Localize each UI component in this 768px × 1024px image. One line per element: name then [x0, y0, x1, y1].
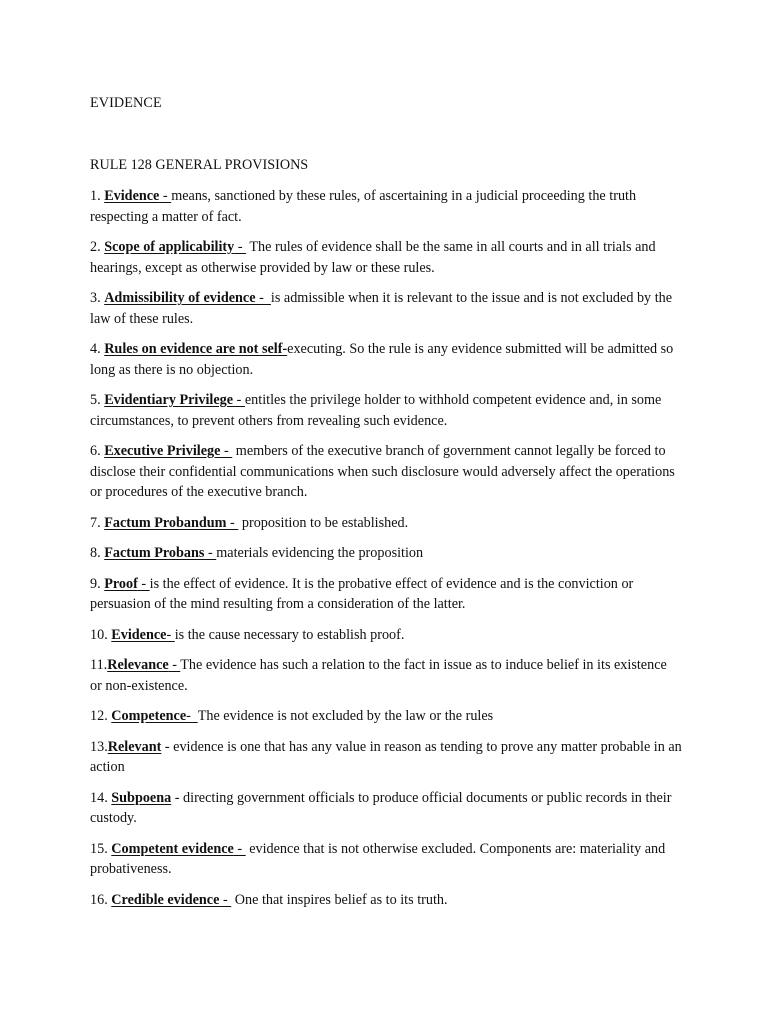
provision-term: Factum Probandum	[104, 514, 227, 531]
provision-text: One that inspires belief as to its truth.	[231, 891, 448, 908]
provision-number: 11.	[90, 657, 108, 673]
provision-number: 5.	[90, 392, 105, 408]
provision-item	[90, 706, 682, 727]
provision-number: 1.	[90, 188, 105, 204]
provision-separator: -	[166, 626, 175, 643]
provision-text: - evidence is one that has any value in reason as tending to prove any matter probable in an action	[90, 738, 682, 775]
provision-text: evidence that is not otherwise excluded. Components are: materiality and probativeness.	[90, 840, 666, 877]
provision-term: Credible evidence	[111, 891, 220, 908]
provision-text: is admissible when it is relevant to the issue and is not excluded by the law of these rules.	[90, 290, 673, 327]
provision-term: Subpoena	[111, 789, 172, 806]
provision-item	[90, 441, 682, 503]
provision-text: proposition to be established.	[238, 514, 409, 531]
provision-term: Relevant	[107, 738, 162, 755]
provision-item	[90, 839, 682, 880]
provision-separator: -	[233, 392, 245, 408]
provision-term: Evidence	[111, 626, 167, 643]
provision-term: Relevance	[107, 657, 169, 673]
provision-item	[90, 339, 682, 380]
provision-separator: -	[219, 891, 232, 908]
provision-item	[90, 655, 682, 696]
provision-number: 15.	[90, 840, 112, 857]
provision-term: Executive Privilege	[104, 443, 221, 459]
provision-item	[90, 237, 682, 278]
provision-separator: -	[168, 657, 181, 673]
provision-number: 10.	[90, 626, 112, 643]
provision-text: is the effect of evidence. It is the probative effect of evidence and is the conviction or persuasion of the mind resulting from a consideration of the latter.	[90, 575, 634, 612]
provision-item	[90, 186, 682, 227]
provision-text: members of the executive branch of government cannot legally be forced to disclose their confidential communications when such disclosure would adversely affect the operations or procedures of the executive branch.	[90, 443, 675, 500]
provision-text: The evidence is not excluded by the law or the rules	[197, 708, 494, 724]
provision-separator: -	[137, 575, 150, 592]
provision-separator: -	[233, 840, 246, 857]
provisions-list	[90, 186, 682, 910]
provision-separator: -	[159, 188, 172, 204]
provision-term: Competent evidence	[111, 840, 234, 857]
provision-text: The evidence has such a relation to the fact in issue as to induce belief in its existence or non-existence.	[90, 657, 667, 694]
provision-item	[90, 625, 682, 646]
provision-number: 2.	[90, 239, 105, 255]
provision-item	[90, 288, 682, 329]
provision-separator: -	[220, 443, 233, 459]
provision-text: The rules of evidence shall be the same in all courts and in all trials and hearings, except as otherwise provided by law or these rules.	[90, 239, 656, 276]
provision-item	[90, 574, 682, 615]
provision-number: 14.	[90, 789, 112, 806]
provision-item	[90, 513, 682, 534]
provision-separator: -	[204, 545, 217, 561]
provision-term: Competence	[111, 708, 187, 724]
provision-number: 12.	[90, 708, 112, 724]
provision-separator: -	[234, 239, 247, 255]
provision-text: executing. So the rule is any evidence submitted will be admitted so long as there is no objection.	[90, 341, 674, 378]
document-page	[90, 93, 682, 920]
provision-separator: -	[226, 514, 239, 531]
provision-term: Admissibility of evidence	[104, 290, 256, 306]
provision-number: 4.	[90, 341, 105, 357]
provision-item	[90, 890, 682, 911]
provision-item	[90, 390, 682, 431]
provision-item	[90, 737, 682, 778]
provision-number: 9.	[90, 575, 105, 592]
provision-number: 7.	[90, 514, 105, 531]
provision-separator: -	[186, 708, 198, 724]
provision-text: means, sanctioned by these rules, of ascertaining in a judicial proceeding the truth respecting a matter of fact.	[90, 188, 637, 225]
provision-term: Factum Probans	[104, 545, 205, 561]
provision-item	[90, 788, 682, 829]
section-title: RULE 128 GENERAL PROVISIONS	[90, 156, 309, 173]
document-title: EVIDENCE	[90, 95, 162, 111]
provision-text: materials evidencing the proposition	[216, 545, 424, 561]
provision-term: Scope of applicability	[104, 239, 235, 255]
provision-item	[90, 543, 682, 564]
provision-number: 13.	[90, 738, 108, 755]
provision-term: Rules on evidence are not self-	[104, 341, 288, 357]
provision-text: is the cause necessary to establish proof.	[174, 626, 405, 643]
provision-number: 8.	[90, 545, 105, 561]
provision-separator: -	[255, 290, 271, 306]
provision-term: Evidentiary Privilege	[104, 392, 234, 408]
provision-number: 6.	[90, 443, 105, 459]
provision-text: - directing government officials to produce official documents or public records in their custody.	[90, 789, 672, 826]
provision-text: entitles the privilege holder to withhold competent evidence and, in some circumstances, to prevent others from revealing such evidence.	[90, 392, 662, 429]
provision-term: Proof	[104, 575, 138, 592]
provision-term: Evidence	[104, 188, 160, 204]
provision-number: 3.	[90, 290, 105, 306]
provision-number: 16.	[90, 891, 112, 908]
